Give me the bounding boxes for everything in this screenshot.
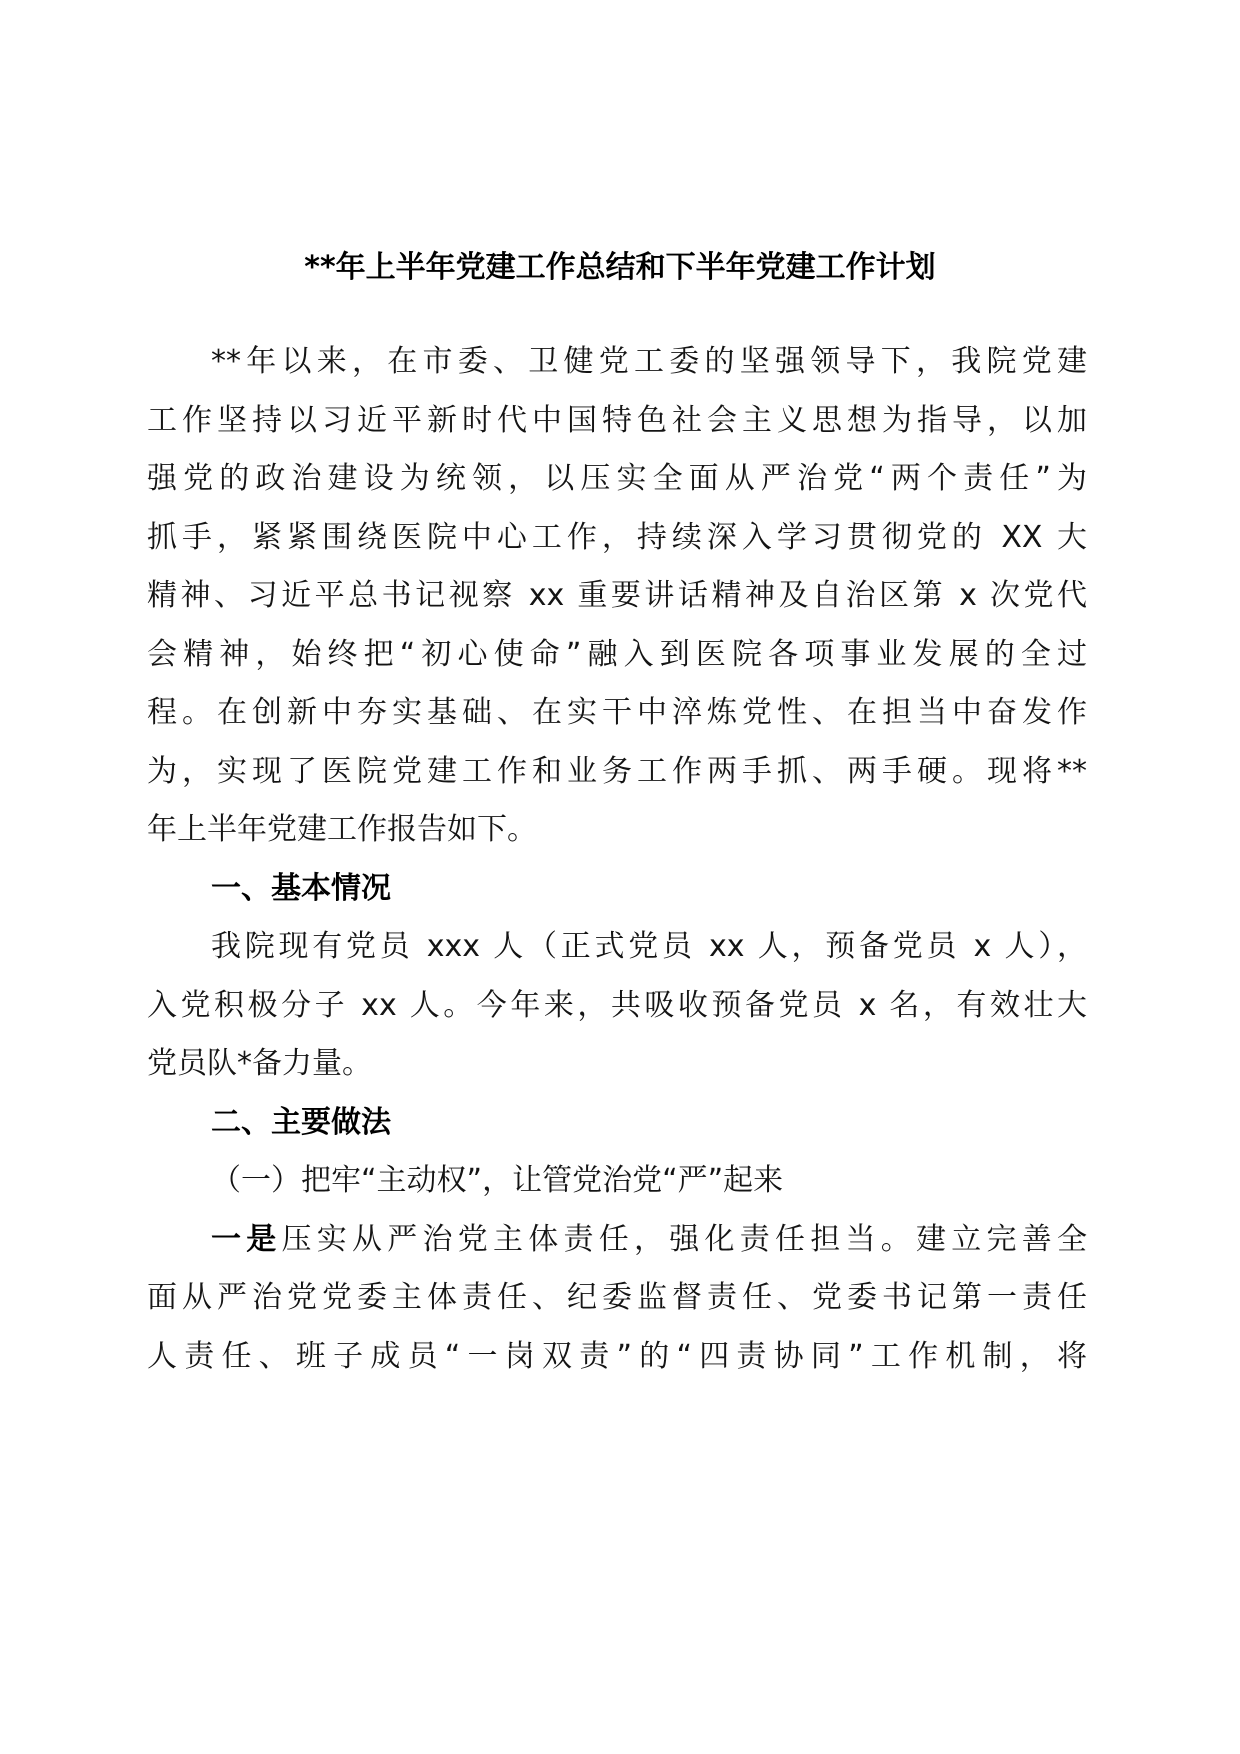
text-line: 为，实现了医院党建工作和业务工作两手抓、两手硬。现将** [147,753,1087,789]
text-line [147,1211,1087,1270]
intro-paragraph [147,333,1087,860]
text-line: 程。在创新中夯实基础、在实干中淬炼党性、在担当中奋发作 [147,695,1087,730]
item-text: 压实从严治党主体责任，强化责任担当。建立完善全 [281,1221,1087,1257]
text-line: 人责任、班子成员“一岗双责”的“四责协同”工作机制，将 [147,1338,1087,1374]
section-heading: 一、基本情况 [211,870,391,906]
text-line: 党员队*备力量。 [147,1046,372,1081]
text-line: 面从严治党党委主体责任、纪委监督责任、党委书记第一责任 [147,1280,1087,1315]
text-line: 工作坚持以习近平新时代中国特色社会主义思想为指导，以加 [147,402,1087,438]
text-line: 精神、习近平总书记视察 xx 重要讲话精神及自治区第 x 次党代 [147,578,1087,613]
section-heading: 二、主要做法 [211,1104,391,1140]
section-main-practices [147,1094,1087,1387]
text-line: 会精神，始终把“初心使命”融入到医院各项事业发展的全过 [147,636,1087,672]
text-line: 入党积极分子 xx 人。今年来，共吸收预备党员 x 名，有效壮大 [147,987,1087,1023]
document-title: **年上半年党建工作总结和下半年党建工作计划 [304,250,936,285]
text-line: 我院现有党员 xxx 人（正式党员 xx 人，预备党员 x 人）， [211,929,1087,964]
document-body [147,333,1087,1386]
text-line: 年上半年党建工作报告如下。 [147,812,537,847]
text-line: **年以来，在市委、卫健党工委的坚强领导下，我院党建 [211,344,1087,379]
section-basic-situation [147,860,1087,1094]
text-line: 强党的政治建设为统领，以压实全面从严治党“两个责任”为 [147,461,1087,496]
text-line: 抓手，紧紧围绕医院中心工作，持续深入学习贯彻党的 XX 大 [147,519,1087,555]
subsection-heading: （一）把牢“主动权”，让管党治党“严”起来 [211,1163,784,1198]
item-lead: 一是 [211,1221,282,1257]
